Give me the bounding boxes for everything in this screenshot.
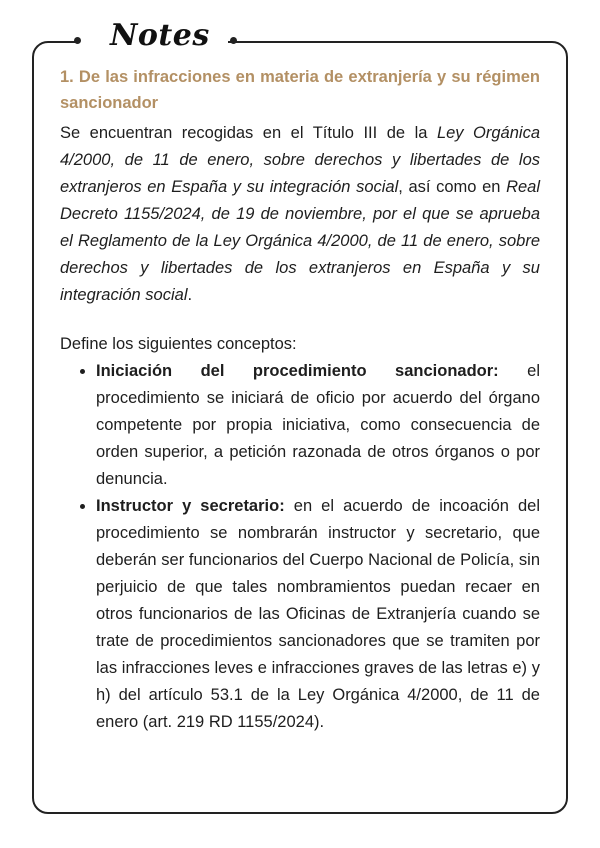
item-text: en el acuerdo de incoación del procedimiento se nombrarán instructor y secretario, que deberán ser funcionarios del Cuerpo Nacional de Policía, sin perjuicio de que tales nombramientos puedan recaer en otros funcionarios de las Oficinas de Extranjería cuando se trate de procedimientos sancionadores que se tramiten por las infracciones leves e infracciones graves de las letras e) y h) del artículo 53.1 de la Ley Orgánica 4/2000, de 11 de enero (art. 219 RD 1155/2024).	[96, 497, 540, 731]
intro-text-3: .	[187, 286, 193, 304]
header-dot-left	[74, 37, 81, 44]
item-text: el procedimiento se iniciará de oficio por acuerdo del órgano competente por propia iniciativa, como consecuencia de orden superior, a petición razonada de otros órganos o por denuncia.	[96, 362, 540, 488]
notes-title: Notes	[110, 18, 210, 53]
notes-content	[60, 64, 540, 736]
header-dot-right	[230, 37, 237, 44]
section-heading: 1. De las infracciones en materia de extranjería y su régimen sancionador	[60, 68, 540, 112]
item-term: Iniciación del procedimiento sancionador:	[96, 362, 499, 380]
intro-text-2: , así como en	[398, 178, 507, 196]
item-term: Instructor y secretario:	[96, 497, 285, 515]
law-reference-1: Ley Orgánica 4/2000, de 11 de enero, sobre derechos y libertades de los extranjeros en España y su integración social	[60, 124, 540, 196]
list-item	[60, 493, 540, 736]
list-item	[60, 358, 540, 493]
law-reference-2: Real Decreto 1155/2024, de 19 de noviembre, por el que se aprueba el Reglamento de la Ley Orgánica 4/2000, de 11 de enero, sobre derechos y libertades de los extranjeros en España y su integración social	[60, 178, 540, 304]
define-label: Define los siguientes conceptos:	[60, 335, 297, 353]
concept-list	[60, 358, 540, 736]
intro-paragraph	[60, 120, 540, 309]
intro-text-1: Se encuentran recogidas en el Título III de la	[60, 124, 437, 142]
